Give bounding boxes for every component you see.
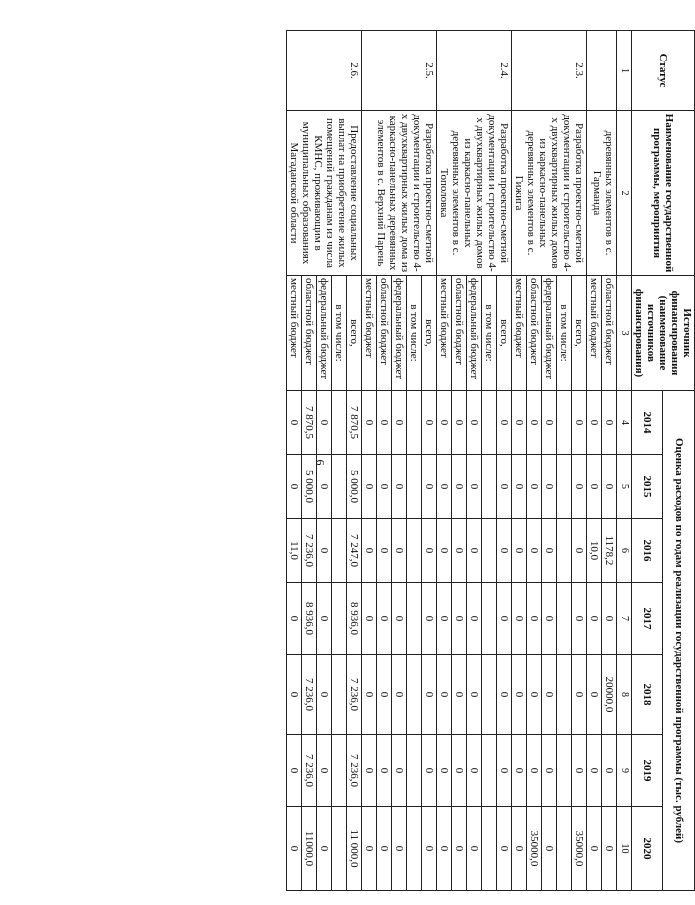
row-financing-source: областной бюджет	[302, 276, 317, 391]
header-status: Статус	[632, 31, 695, 111]
row-value-2015: 0	[602, 455, 617, 519]
row-value-2016: 0	[377, 519, 392, 583]
row-value-2020: 0	[452, 807, 467, 891]
column-number: 6	[617, 519, 632, 583]
row-value-2014: 0	[512, 391, 527, 455]
row-value-2015: 0	[512, 455, 527, 519]
row-value-2019: 7 236,0	[347, 735, 362, 807]
row-value-2017: 0	[422, 583, 437, 655]
row-value-2018	[332, 655, 347, 735]
header-source: Источник финансирования (наименование источников финансирования)	[632, 276, 695, 391]
row-financing-source: всего,	[347, 276, 362, 391]
column-number: 9	[617, 735, 632, 807]
row-value-2016	[407, 519, 422, 583]
row-value-2018: 0	[392, 655, 407, 735]
row-financing-source: местный бюджет	[512, 276, 527, 391]
row-value-2015: 5 000,0	[302, 455, 317, 519]
row-value-2015: 0	[542, 455, 557, 519]
row-value-2015: 0	[587, 455, 602, 519]
row-value-2020: 0	[392, 807, 407, 891]
row-value-2014: 0	[497, 391, 512, 455]
row-value-2017: 0	[467, 583, 482, 655]
row-value-2016: 0	[527, 519, 542, 583]
row-status: 2.4.	[437, 31, 512, 111]
row-value-2020: 35000,0	[527, 807, 542, 891]
row-value-2016: 11,0	[287, 519, 302, 583]
column-number: 7	[617, 583, 632, 655]
row-value-2014: 0	[392, 391, 407, 455]
row-financing-source: федеральный бюджет	[542, 276, 557, 391]
row-value-2014: 0	[527, 391, 542, 455]
row-value-2014: 0	[377, 391, 392, 455]
row-value-2020: 0	[497, 807, 512, 891]
row-value-2017: 0	[317, 583, 332, 655]
row-value-2020: 0	[422, 807, 437, 891]
row-value-2019: 0	[437, 735, 452, 807]
row-financing-source: в том числе:	[482, 276, 497, 391]
row-value-2014: 0	[467, 391, 482, 455]
row-value-2015: 5 000,0	[347, 455, 362, 519]
row-value-2014	[332, 391, 347, 455]
row-value-2018: 0	[377, 655, 392, 735]
row-value-2015: 0	[362, 455, 377, 519]
row-activity-name: Разработка проектно-сметной документации и строительство 4-х двухквартирных жилых домов из каркасно-панельных деревянных элементов в с. Гижига	[512, 111, 587, 276]
row-value-2015: 0	[317, 455, 332, 519]
row-financing-source: всего,	[497, 276, 512, 391]
row-value-2014: 0	[422, 391, 437, 455]
row-value-2017: 0	[572, 583, 587, 655]
row-value-2014: 0	[437, 391, 452, 455]
row-value-2018: 0	[452, 655, 467, 735]
row-activity-name: Разработка проектно-сметной документации и строительство 4-х двухквартирных жилых дома из каркасно-панельных деревянных элементов в с. Верхний Парень	[362, 111, 437, 276]
row-value-2015	[557, 455, 572, 519]
row-value-2015	[332, 455, 347, 519]
row-value-2016	[557, 519, 572, 583]
row-value-2018: 0	[437, 655, 452, 735]
row-value-2014: 0	[572, 391, 587, 455]
row-value-2016: 7 236,0	[302, 519, 317, 583]
row-value-2016: 0	[452, 519, 467, 583]
row-value-2016: 1178,2	[602, 519, 617, 583]
row-value-2019	[557, 735, 572, 807]
row-value-2015: 0	[497, 455, 512, 519]
row-financing-source: местный бюджет	[287, 276, 302, 391]
row-value-2020	[407, 807, 422, 891]
table-row	[347, 31, 362, 891]
row-value-2017	[482, 583, 497, 655]
row-value-2020: 0	[437, 807, 452, 891]
column-number: 8	[617, 655, 632, 735]
row-value-2017: 0	[452, 583, 467, 655]
table-row	[572, 31, 587, 891]
row-value-2017: 0	[392, 583, 407, 655]
row-value-2019	[407, 735, 422, 807]
row-value-2017	[332, 583, 347, 655]
row-value-2020: 11 000,0	[347, 807, 362, 891]
row-value-2016: 0	[542, 519, 557, 583]
row-value-2015: 0	[392, 455, 407, 519]
row-value-2016: 0	[392, 519, 407, 583]
row-value-2014	[482, 391, 497, 455]
row-value-2015	[407, 455, 422, 519]
row-financing-source: в том числе:	[407, 276, 422, 391]
header-year: 2019	[632, 735, 664, 807]
row-value-2017: 0	[437, 583, 452, 655]
row-value-2017: 0	[497, 583, 512, 655]
row-value-2020: 0	[602, 807, 617, 891]
row-value-2017: 0	[602, 583, 617, 655]
row-value-2017: 8 936,0	[347, 583, 362, 655]
row-value-2017	[407, 583, 422, 655]
row-value-2018: 0	[572, 655, 587, 735]
row-value-2016: 7 247,0	[347, 519, 362, 583]
row-value-2017: 0	[362, 583, 377, 655]
row-value-2017: 8 936,0	[302, 583, 317, 655]
row-financing-source: всего,	[422, 276, 437, 391]
row-value-2019: 0	[467, 735, 482, 807]
row-value-2015	[482, 455, 497, 519]
row-value-2019: 0	[392, 735, 407, 807]
row-value-2014: 7 870,5	[302, 391, 317, 455]
row-value-2018: 0	[497, 655, 512, 735]
row-value-2018: 0	[287, 655, 302, 735]
table-row	[497, 31, 512, 891]
row-value-2020: 0	[542, 807, 557, 891]
row-value-2017: 0	[542, 583, 557, 655]
row-status	[587, 31, 617, 111]
row-value-2019: 0	[287, 735, 302, 807]
row-value-2014	[557, 391, 572, 455]
row-financing-source: областной бюджет	[377, 276, 392, 391]
row-value-2015: 0	[287, 455, 302, 519]
row-value-2019: 0	[362, 735, 377, 807]
row-value-2016: 0	[467, 519, 482, 583]
column-number: 1	[617, 31, 632, 111]
row-value-2017	[557, 583, 572, 655]
row-financing-source: местный бюджет	[437, 276, 452, 391]
row-value-2020	[557, 807, 572, 891]
row-value-2018: 0	[542, 655, 557, 735]
column-number: 10	[617, 807, 632, 891]
row-financing-source: федеральный бюджет	[317, 276, 332, 391]
row-value-2016: 0	[572, 519, 587, 583]
row-value-2018: 7 236,0	[302, 655, 317, 735]
row-value-2020: 0	[287, 807, 302, 891]
row-value-2018: 20000,0	[602, 655, 617, 735]
row-value-2019: 0	[512, 735, 527, 807]
row-value-2019: 0	[497, 735, 512, 807]
row-activity-name: Разработка проектно-сметной документации и строительство 4-х двухквартирных жилых домов из каркасно-панельных деревянных элементов в с. Тополовка	[437, 111, 512, 276]
row-value-2019	[482, 735, 497, 807]
row-value-2020: 0	[587, 807, 602, 891]
row-value-2018: 0	[362, 655, 377, 735]
row-value-2016: 0	[362, 519, 377, 583]
row-value-2014: 0	[362, 391, 377, 455]
page-number: 6	[313, 459, 328, 466]
row-value-2014	[407, 391, 422, 455]
row-value-2020	[482, 807, 497, 891]
row-value-2020	[332, 807, 347, 891]
row-value-2019: 0	[452, 735, 467, 807]
row-value-2014: 7 870,5	[347, 391, 362, 455]
row-value-2020: 0	[317, 807, 332, 891]
row-value-2019: 0	[317, 735, 332, 807]
row-value-2014: 0	[452, 391, 467, 455]
row-value-2018: 0	[422, 655, 437, 735]
row-value-2020: 0	[362, 807, 377, 891]
row-financing-source: местный бюджет	[362, 276, 377, 391]
row-value-2020: 0	[467, 807, 482, 891]
row-value-2019	[332, 735, 347, 807]
table-row	[422, 31, 437, 891]
row-value-2014: 0	[602, 391, 617, 455]
row-financing-source: областной бюджет	[527, 276, 542, 391]
row-value-2017: 0	[287, 583, 302, 655]
row-value-2019: 0	[572, 735, 587, 807]
row-value-2016	[332, 519, 347, 583]
row-value-2015: 0	[437, 455, 452, 519]
row-value-2014: 0	[542, 391, 557, 455]
column-number: 3	[617, 276, 632, 391]
table-body	[287, 31, 617, 891]
header-year: 2018	[632, 655, 664, 735]
header-year: 2016	[632, 519, 664, 583]
row-value-2018: 0	[317, 655, 332, 735]
row-value-2020: 0	[512, 807, 527, 891]
row-value-2016: 10,0	[587, 519, 602, 583]
row-value-2018: 0	[587, 655, 602, 735]
row-financing-source: областной бюджет	[602, 276, 617, 391]
row-value-2019: 0	[587, 735, 602, 807]
row-activity-name: Предоставление социальных выплат на приобретение жилых помещений гражданам из числа КМНС, проживающим в муниципальных образованиях Магаданской области	[287, 111, 362, 276]
row-financing-source: местный бюджет	[587, 276, 602, 391]
row-value-2015: 0	[527, 455, 542, 519]
table-row	[602, 31, 617, 891]
row-value-2017: 0	[512, 583, 527, 655]
header-year: 2015	[632, 455, 664, 519]
row-value-2018: 0	[512, 655, 527, 735]
row-financing-source: федеральный бюджет	[392, 276, 407, 391]
row-financing-source: областной бюджет	[452, 276, 467, 391]
row-value-2018: 0	[527, 655, 542, 735]
row-value-2015: 0	[377, 455, 392, 519]
row-value-2019: 7 236,0	[302, 735, 317, 807]
row-financing-source: федеральный бюджет	[467, 276, 482, 391]
column-number: 5	[617, 455, 632, 519]
row-value-2019: 0	[527, 735, 542, 807]
row-value-2016: 0	[512, 519, 527, 583]
row-status: 2.5.	[362, 31, 437, 111]
row-financing-source: в том числе:	[332, 276, 347, 391]
row-value-2016: 0	[422, 519, 437, 583]
row-value-2018	[482, 655, 497, 735]
row-value-2015: 0	[572, 455, 587, 519]
row-status: 2.3.	[512, 31, 587, 111]
header-year: 2017	[632, 583, 664, 655]
header-estimate: Оценка расходов по годам реализации государственной программы (тыс. рублей)	[663, 391, 695, 891]
row-value-2019: 0	[542, 735, 557, 807]
row-status: 2.6.	[287, 31, 362, 111]
row-value-2015: 0	[467, 455, 482, 519]
row-value-2014: 0	[587, 391, 602, 455]
row-value-2020: 0	[377, 807, 392, 891]
rotated-table-container	[288, 30, 695, 890]
row-value-2016: 0	[437, 519, 452, 583]
row-value-2017: 0	[377, 583, 392, 655]
row-value-2016	[482, 519, 497, 583]
row-value-2018	[557, 655, 572, 735]
row-value-2015: 0	[422, 455, 437, 519]
row-value-2019: 0	[377, 735, 392, 807]
row-value-2016: 0	[497, 519, 512, 583]
header-year: 2020	[632, 807, 664, 891]
row-value-2020: 35000,0	[572, 807, 587, 891]
row-value-2019: 0	[602, 735, 617, 807]
row-value-2019: 0	[422, 735, 437, 807]
row-value-2017: 0	[587, 583, 602, 655]
row-value-2016: 0	[317, 519, 332, 583]
financing-table	[286, 30, 695, 891]
row-value-2015: 0	[452, 455, 467, 519]
row-value-2018	[407, 655, 422, 735]
row-financing-source: всего,	[572, 276, 587, 391]
row-value-2014: 0	[287, 391, 302, 455]
header-name: Наименование государственной программы, мероприятия	[632, 111, 695, 276]
row-value-2017: 0	[527, 583, 542, 655]
row-value-2020: 11000,0	[302, 807, 317, 891]
column-number: 2	[617, 111, 632, 276]
row-value-2018: 7 236,0	[347, 655, 362, 735]
column-number: 4	[617, 391, 632, 455]
row-activity-name: деревянных элементов в с. Гарманда	[587, 111, 617, 276]
row-value-2014: 0	[317, 391, 332, 455]
row-value-2018: 0	[467, 655, 482, 735]
row-financing-source: в том числе:	[557, 276, 572, 391]
header-year: 2014	[632, 391, 664, 455]
